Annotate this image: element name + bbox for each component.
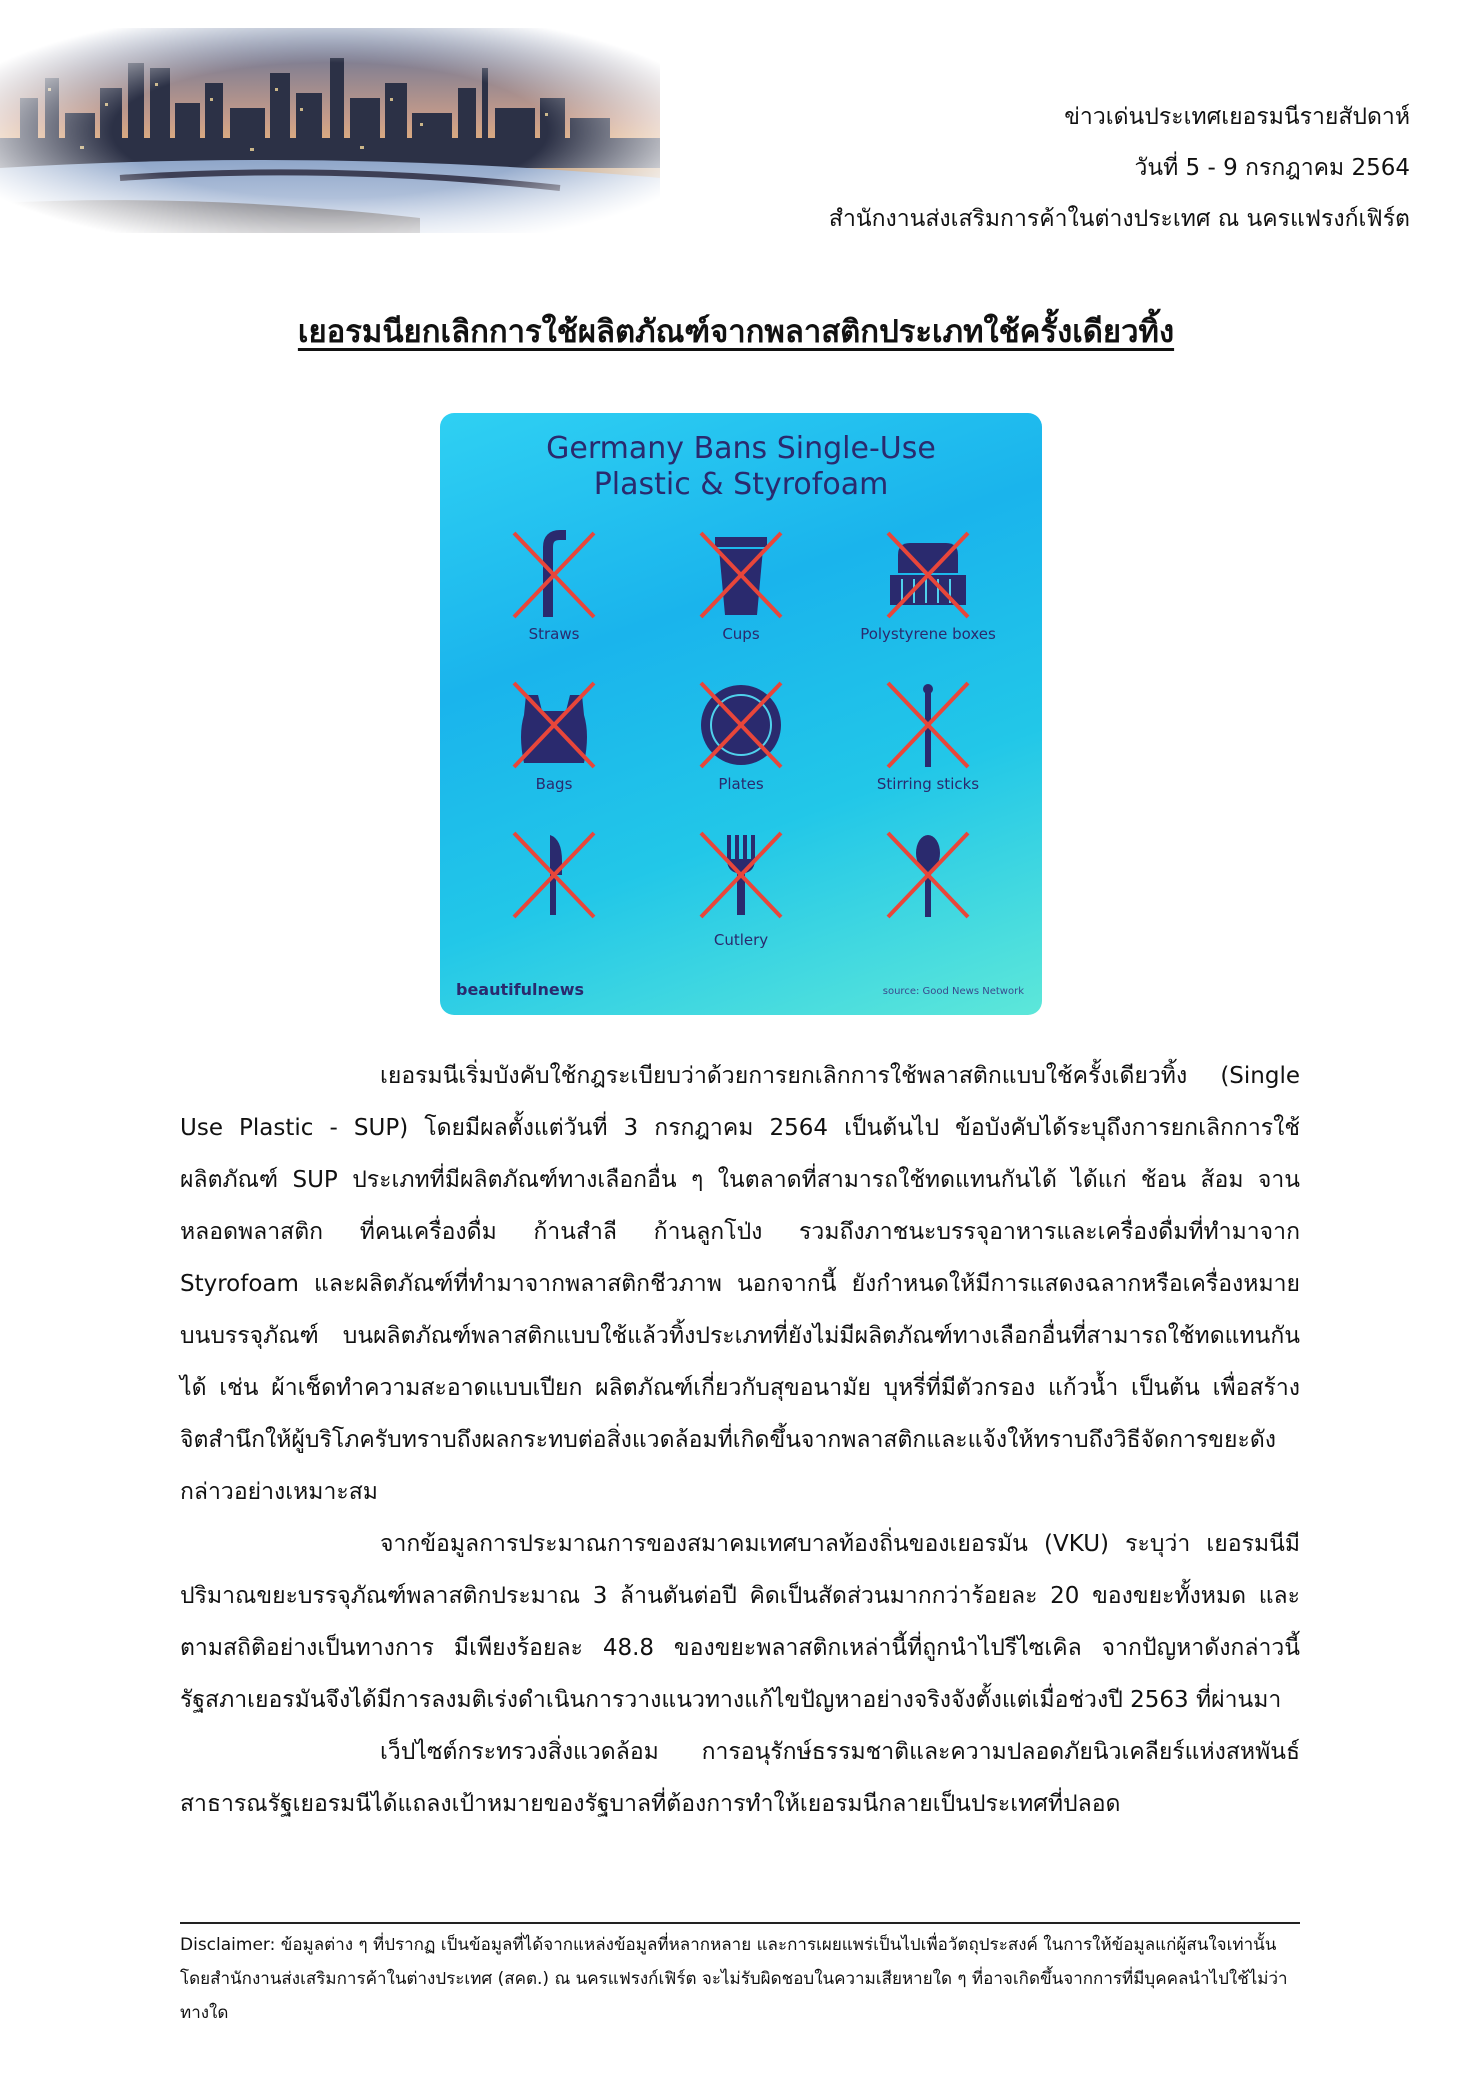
knife-icon (504, 825, 604, 925)
paragraph-2: จากข้อมูลการประมาณการของสมาคมเทศบาลท้องถิ่นของเยอรมัน (VKU) ระบุว่า เยอรมนีมีปริมาณขยะบรรจุภัณฑ์พลาสติกประมาณ 3 ล้านตันต่อปี คิดเป็นสัดส่วนมากกว่าร้อยละ 20 ของขยะทั้งหมด และตามสถิติอย่างเป็นทางการ มีเพียงร้อยละ 48.8 ของขยะพลาสติกเหล่านี้ที่ถูกนำไปรีไซเคิล จากปัญหาดังกล่าวนี้ รัฐสภาเยอรมันจึงได้มีการลงมติเร่งดำเนินการวางแนวทางแก้ไขปัญหาอย่างจริงจังตั้งแต่เมื่อช่วงปี 2563 ที่ผ่านมา (180, 1531, 1300, 1713)
infographic-title: Germany Bans Single-Use Plastic & Styrofoam (546, 431, 936, 502)
report-header (829, 92, 1410, 245)
item-label: Cups (722, 625, 760, 643)
fork-icon (691, 825, 791, 925)
infographic (440, 413, 1042, 1015)
item-label: Cutlery (713, 931, 769, 949)
item-label: Bags (535, 775, 573, 793)
source-credit: source: Good News Network (882, 986, 1024, 997)
footer-divider (180, 1922, 1300, 1924)
report-office: สำนักงานส่งเสริมการค้าในต่างประเทศ ณ นครแฟรงก์เฟิร์ต (828, 206, 1410, 232)
paragraph-1: เยอรมนีเริ่มบังคับใช้กฎระเบียบว่าด้วยการยกเลิกการใช้พลาสติกแบบใช้ครั้งเดียวทิ้ง (Single Use Plastic - SUP) โดยมีผลตั้งแต่วันที่ 3 กรกฎาคม 2564 เป็นต้นไป ข้อบังคับได้ระบุถึงการยกเลิกการใช้ผลิตภัณฑ์ SUP ประเภทที่มีผลิตภัณฑ์ทางเลือกอื่น ๆ ในตลาดที่สามารถใช้ทดแทนกันได้ ได้แก่ ช้อน ส้อม จาน หลอดพลาสติก ที่คนเครื่องดื่ม ก้านสำลี ก้านลูกโป่ง รวมถึงภาชนะบรรจุอาหารและเครื่องดื่มที่ทำมาจาก Styrofoam และผลิตภัณฑ์ที่ทำมาจากพลาสติกชีวภาพ นอกจากนี้ ยังกำหนดให้มีการแสดงฉลากหรือเครื่องหมายบนบรรจุภัณฑ์ บนผลิตภัณฑ์พลาสติกแบบใช้แล้วทิ้งประเภทที่ยังไม่มีผลิตภัณฑ์ทางเลือกอื่นที่สามารถใช้ทดแทนกันได้ เช่น ผ้าเช็ดทำความสะอาดแบบเปียก ผลิตภัณฑ์เกี่ยวกับสุขอนามัย บุหรี่ที่มีตัวกรอง แก้วน้ำ เป็นต้น เพื่อสร้างจิตสำนึกให้ผู้บริโภครับทราบถึงผลกระทบต่อสิ่งแวดล้อมที่เกิดขึ้นจากพลาสติกและแจ้งให้ทราบถึงวิธีจัดการขยะดังกล่าวอย่างเหมาะสม (180, 1063, 1300, 1505)
banned-item-fork (646, 825, 836, 965)
banned-item-bags (459, 675, 649, 815)
item-label: Straws (528, 625, 580, 643)
banned-item-plates (646, 675, 836, 815)
banned-item-cups (646, 525, 836, 665)
paragraph-3: เว็ปไซต์กระทรวงสิ่งแวดล้อม การอนุรักษ์ธรรมชาติและความปลอดภัยนิวเคลียร์แห่งสหพันธ์สาธารณรัฐเยอรมนีได้แถลงเป้าหมายของรัฐบาลที่ต้องการทำให้เยอรมนีกลายเป็นประเทศที่ปลอด (180, 1739, 1300, 1817)
straw-icon (504, 525, 604, 625)
food-box-icon (878, 525, 978, 625)
banned-item-polystyrene-boxes (833, 525, 1023, 665)
plate-icon (691, 675, 791, 775)
article-body (180, 1050, 1300, 1830)
spoon-icon (878, 825, 978, 925)
item-label: Stirring sticks (876, 775, 980, 793)
city-skyline-image (0, 28, 660, 233)
stirring-stick-icon (878, 675, 978, 775)
banned-item-knife (459, 825, 649, 965)
brand-logo: beautifulnews (456, 980, 585, 999)
disclaimer: Disclaimer: ข้อมูลต่าง ๆ ที่ปรากฏ เป็นข้อมูลที่ได้จากแหล่งข้อมูลที่หลากหลาย และการเผยแพร่เป็นไปเพื่อวัตถุประสงค์ ในการให้ข้อมูลแก่ผู้สนใจเท่านั้น โดยสำนักงานส่งเสริมการค้าในต่างประเทศ (สคต.) ณ นครแฟรงก์เฟิร์ต จะไม่รับผิดชอบในความเสียหายใด ๆ ที่อาจเกิดขึ้นจากการที่มีบุคคลนำไปใช้ไม่ว่าทางใด (180, 1935, 1288, 2023)
article-title: เยอรมนียกเลิกการใช้ผลิตภัณฑ์จากพลาสติกประเภทใช้ครั้งเดียวทิ้ง (297, 314, 1175, 350)
banned-item-straws (459, 525, 649, 665)
report-date: วันที่ 5 - 9 กรกฎาคม 2564 (1134, 155, 1410, 181)
bag-icon (504, 675, 604, 775)
item-label: Polystyrene boxes (860, 625, 996, 643)
banned-item-stirring-sticks (833, 675, 1023, 815)
item-label: Plates (718, 775, 764, 793)
banned-item-spoon (833, 825, 1023, 965)
report-series: ข่าวเด่นประเทศเยอรมนีรายสัปดาห์ (1064, 104, 1410, 130)
cup-icon (691, 525, 791, 625)
